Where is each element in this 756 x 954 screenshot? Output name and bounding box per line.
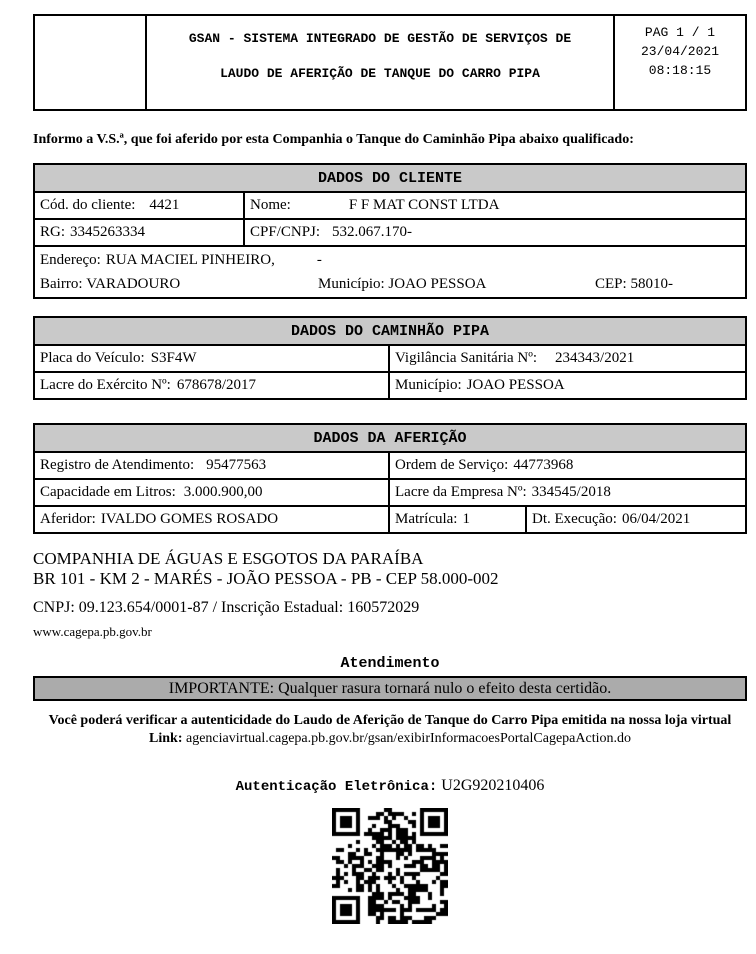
table-row [34, 372, 746, 399]
system-title: GSAN - SISTEMA INTEGRADO DE GESTÃO DE SERVIÇOS DE [188, 31, 572, 46]
army-seal-label: Lacre do Exército Nº: [40, 377, 171, 393]
important-notice-bar: IMPORTANTE: Qualquer rasura tornará nulo o efeito desta certidão. [33, 676, 747, 701]
address-line [40, 248, 741, 272]
service-record-cell [34, 452, 389, 479]
verify-text: Você poderá verificar a autenticidade do Laudo de Aferição de Tanque do Carro Pipa emitida na nossa loja virtual [48, 713, 732, 728]
company-address: BR 101 - KM 2 - MARÉS - JOÃO PESSOA - PB - CEP 58.000-002 [33, 569, 499, 588]
intro-text: Informo a V.S.ª, que foi aferido por esta Companhia o Tanque do Caminhão Pipa abaixo qualificado: [33, 132, 634, 147]
table-row [34, 246, 746, 298]
company-name: COMPANHIA DE ÁGUAS E ESGOTOS DA PARAÍBA [33, 549, 424, 568]
capacity-value: 3.000.900,00 [183, 484, 263, 500]
service-order-cell [389, 452, 746, 479]
calibration-data-table [33, 423, 747, 534]
client-name-cell [244, 192, 746, 219]
plate-value: S3F4W [150, 350, 197, 366]
link-url: agenciavirtual.cagepa.pb.gov.br/gsan/exibirInformacoesPortalCagepaAction.do [185, 731, 631, 746]
print-time: 08:18:15 [648, 63, 712, 78]
client-cpf-value: 532.067.170- [332, 224, 413, 240]
client-name-label: Nome: [250, 197, 291, 213]
company-info-block [33, 549, 747, 642]
calibration-section-title: DADOS DA AFERIÇÃO [34, 424, 746, 452]
client-cpf-label: CPF/CNPJ: [250, 224, 321, 240]
table-row [34, 345, 746, 372]
company-cnpj: CNPJ: 09.123.654/0001-87 / Inscrição Estadual: 160572029 [33, 599, 420, 616]
address-label: Endereço: [40, 252, 101, 268]
truck-city-label: Município: [395, 377, 462, 393]
city-label: Município: [318, 276, 385, 292]
page-number: PAG 1 / 1 [644, 25, 716, 40]
registration-label: Matrícula: [395, 511, 458, 527]
city-group [318, 272, 595, 296]
client-code-value: 4421 [149, 197, 180, 213]
district-line [40, 272, 741, 296]
sanitary-value: 234343/2021 [555, 350, 635, 366]
logo-box [34, 15, 146, 110]
district-value: VARADOURO [86, 276, 181, 292]
table-row [34, 479, 746, 506]
registration-value: 1 [462, 511, 470, 527]
gauger-label: Aferidor: [40, 511, 96, 527]
table-row [34, 219, 746, 246]
capacity-label: Capacidade em Litros: [40, 484, 176, 500]
service-record-label: Registro de Atendimento: [40, 457, 195, 473]
company-seal-label: Lacre da Empresa Nº: [395, 484, 527, 500]
report-title: LAUDO DE AFERIÇÃO DE TANQUE DO CARRO PIPA [220, 66, 540, 81]
client-address-cell [34, 246, 746, 298]
auth-code: U2G920210406 [441, 777, 545, 794]
gauger-value: IVALDO GOMES ROSADO [100, 511, 279, 527]
report-title-cell [146, 15, 614, 110]
gauger-cell [34, 506, 389, 533]
electronic-auth-line [33, 777, 747, 795]
client-section-title: DADOS DO CLIENTE [34, 164, 746, 192]
link-label: Link: [149, 731, 183, 746]
client-data-table [33, 163, 747, 299]
client-cpf-cell [244, 219, 746, 246]
client-name-value: F F MAT CONST LTDA [348, 197, 500, 213]
client-rg-value: 3345263334 [70, 224, 146, 240]
report-header [33, 14, 747, 111]
district-group [40, 272, 318, 296]
service-record-value: 95477563 [206, 457, 267, 473]
service-order-value: 44773968 [513, 457, 574, 473]
client-code-label: Cód. do cliente: [40, 197, 136, 213]
auth-label: Autenticação Eletrônica: [235, 779, 438, 795]
truck-section-title: DADOS DO CAMINHÃO PIPA [34, 317, 746, 345]
cep-label: CEP: [595, 276, 627, 292]
cep-value: 58010- [630, 276, 673, 292]
service-order-label: Ordem de Serviço: [395, 457, 509, 473]
cep-group [595, 272, 673, 296]
capacity-cell [34, 479, 389, 506]
page-info-cell [614, 15, 746, 110]
execution-date-label: Dt. Execução: [532, 511, 617, 527]
verification-link-line [33, 730, 747, 748]
client-rg-label: RG: [40, 224, 66, 240]
company-seal-cell [389, 479, 746, 506]
city-value: JOAO PESSOA [388, 276, 487, 292]
qr-code-image [332, 808, 448, 924]
army-seal-value: 678678/2017 [176, 377, 257, 393]
plate-cell [34, 345, 389, 372]
execution-date-cell [526, 506, 746, 533]
table-row [34, 452, 746, 479]
plate-label: Placa do Veículo: [40, 350, 145, 366]
sanitary-cell [389, 345, 746, 372]
truck-city-cell [389, 372, 746, 399]
table-row [34, 192, 746, 219]
client-rg-cell [34, 219, 244, 246]
sanitary-label: Vigilância Sanitária Nº: [395, 350, 538, 366]
execution-date-value: 06/04/2021 [621, 511, 691, 527]
registration-cell [389, 506, 526, 533]
company-website: www.cagepa.pb.gov.br [33, 624, 152, 639]
print-date: 23/04/2021 [640, 44, 719, 59]
truck-data-table [33, 316, 747, 400]
company-seal-value: 334545/2018 [531, 484, 611, 500]
address-value: RUA MACIEL PINHEIRO, [105, 252, 275, 268]
client-code-cell [34, 192, 244, 219]
truck-city-value: JOAO PESSOA [466, 377, 565, 393]
address-complement: - [316, 252, 322, 268]
atendimento-title: Atendimento [340, 655, 440, 672]
table-row [34, 506, 746, 533]
army-seal-cell [34, 372, 389, 399]
district-label: Bairro: [40, 276, 83, 292]
